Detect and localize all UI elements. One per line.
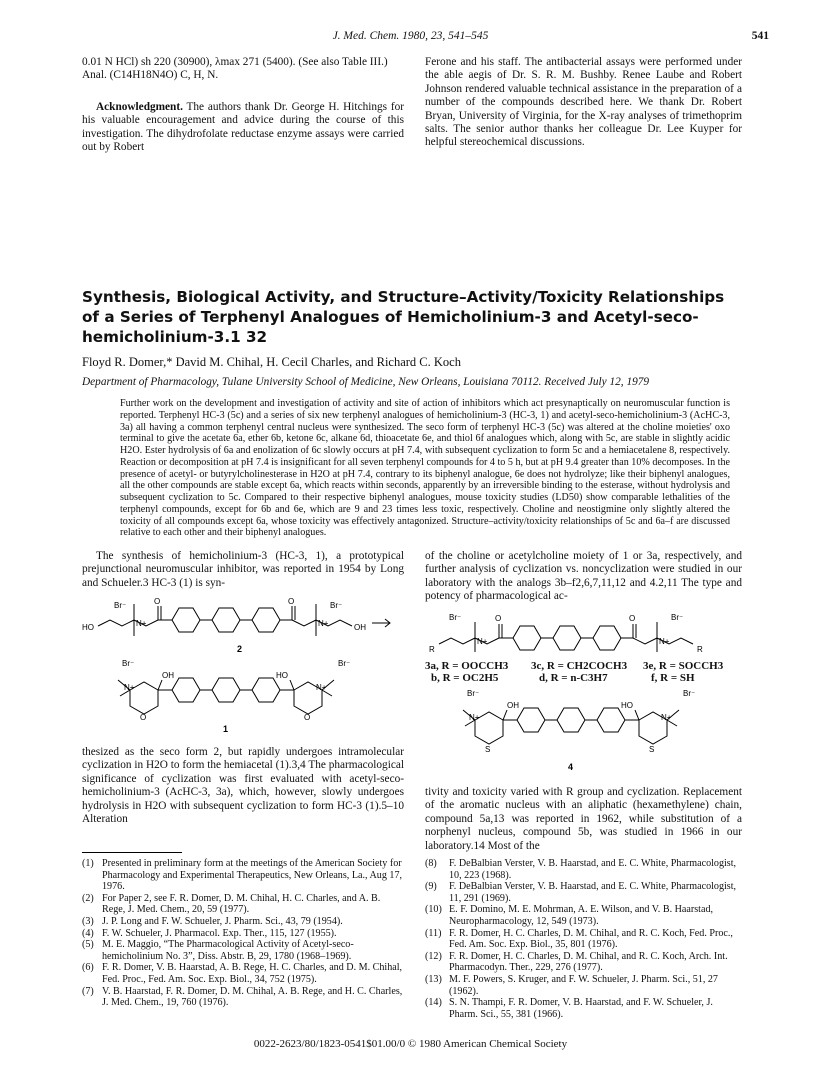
structure-1 <box>82 656 404 738</box>
ammonium-label: N+ <box>661 713 672 722</box>
footnote: (10) E. F. Domino, M. E. Mohrman, A. E. Wilson, and V. B. Haarstad, Neuropharmacology, 12, 549 (1973). <box>425 904 714 927</box>
bromide-label: Br⁻ <box>449 613 462 622</box>
copyright-line: 0022-2623/80/1823-0541$01.00/0 © 1980 American Chemical Society <box>253 1038 568 1050</box>
ammonium-label: N+ <box>318 619 329 628</box>
spectral-data-line: 0.01 N HCl) sh 220 (30900), λmax 271 (5400). (See also Table III.) <box>82 56 388 68</box>
footnote: (3) J. P. Long and F. W. Schueler, J. Pharm. Sci., 43, 79 (1954). <box>82 915 343 927</box>
footnote-rule <box>82 852 182 853</box>
bromide-label: Br⁻ <box>114 601 127 610</box>
body-right-intro: of the choline or acetylcholine moiety of 1 or 3a, respectively, and further analysis of cyclization vs. noncyclization were studied in our laboratory with the analogs 3b–f2,6,7,11,12 and 4.2,11 The type and potency of pharmacological ac- <box>425 550 742 603</box>
ammonium-label: N+ <box>477 637 488 646</box>
footnotes-right <box>425 858 742 1020</box>
footnote: (1) Presented in preliminary form at the meetings of the American Society for Pharmacology and Experimental Therapeutics, New Orleans, La., Aug 17, 1976. <box>82 858 403 893</box>
ammonium-label: N+ <box>316 683 327 692</box>
oxo-label: O <box>288 597 295 606</box>
page-number: 541 <box>751 30 769 42</box>
bromide-label: Br⁻ <box>671 613 684 622</box>
ack-text: The authors thank Dr. George H. Hitchings for his valuable encouragement and advice during the course of this investigation. The dihydrofolate reductase enzyme assays were carried out by Robert <box>82 100 404 154</box>
footnotes-left <box>82 858 404 1009</box>
footnote: (13) M. F. Powers, S. Kruger, and F. W. Schueler, J. Pharm. Sci., 51, 27 (1962). <box>425 973 718 997</box>
footnote: (6) F. R. Domer, V. B. Haarstad, A. B. Rege, H. C. Charles, and D. M. Chihal, Fed. Proc., Fed. Am. Soc. Exp. Biol., 34, 752 (1975). <box>82 962 403 985</box>
bromide-label: Br⁻ <box>683 689 696 698</box>
previous-article-tail <box>82 56 404 154</box>
footnote: (5) M. E. Maggio, “The Pharmacological Activity of Acetyl-seco-hemicholinium No. 3”, Diss. Abstr. B, 29, 1780 (1968–1969). <box>82 939 354 962</box>
bromide-label: Br⁻ <box>467 689 480 698</box>
previous-article-tail-right: Ferone and his staff. The antibacterial assays were performed under the able aegis of Dr. S. R. M. Bushby. Renee Laube and Robert Johnson rendered valuable technical assistance in the preparation of a number of the compounds described here. We thank Dr. Robert Bryan, University of Virginia, for the X-ray analyses of trimethoprim salts. The senior author thanks her colleague Dr. Lee Kuyper for helpful stereochemical discussions. <box>425 56 742 149</box>
compound-number: 2 <box>237 644 243 654</box>
hydroxyl-label: HO <box>621 701 633 710</box>
ammonium-label: N+ <box>469 713 480 722</box>
bromide-label: Br⁻ <box>338 659 351 668</box>
footnote: (7) V. B. Haarstad, F. R. Domer, D. M. Chihal, A. B. Rege, and H. C. Charles, J. Med. Chem., 19, 760 (1976). <box>82 985 403 1009</box>
bromide-label: Br⁻ <box>330 601 343 610</box>
bromide-label: Br⁻ <box>122 659 135 668</box>
structure-3 <box>425 606 742 656</box>
oxo-label: O <box>154 597 161 606</box>
r-group-label: R <box>697 645 703 654</box>
footnote: (8) F. DeBalbian Verster, V. B. Haarstad, and E. C. White, Pharmacologist, 10, 223 (1968). <box>425 858 737 881</box>
r-group-f: f, R = SH <box>651 672 695 684</box>
article-title: Synthesis, Biological Activity, and Structure–Activity/Toxicity Relationships of a Series of Terphenyl Analogues of Hemicholinium-3 and Acetyl-seco-hemicholinium-3.1 32 <box>82 288 725 346</box>
body-left-intro: The synthesis of hemicholinium-3 (HC-3, 1), a prototypical prejunctional neuromuscular inhibitor, was reported in 1954 by Long and Schueler.3 HC-3 (1) is syn- <box>82 550 404 589</box>
r-group-3e: 3e, R = SOCCH3 <box>643 660 724 672</box>
abstract: Further work on the development and investigation of activity and site of action of inhibitors which act presynaptically on neuromuscular function is reported. Terphenyl HC-3 (5c) and a series of six new terphenyl analogues of hemicholinium-3 (HC-3, 1) and acetyl-seco-hemicholinium-3 (AcHC-3, 3a) all having a common terphenyl central nucleus were synthesized. The seco form of terphenyl HC-3 (5c) was altered at the choline moieties' oxo terminal to give the acetate 6a, ether 6b, ketone 6c, alkane 6d, thioacetate 6e, and thiol 6f analogues which, along with 5c, are stable in slightly acidic H2O. Ester hydrolysis of 6a and enolization of 6c slowly occurs at pH 7.4, with subsequent cyclization to form 5c and a hemiacetalene 8, respectively. Reaction or decomposition at pH 7.4 is insignificant for all seven terphenyl compounds for 4 to 5 h, but at pH 9.4 greater than 10% decomposes. In the presence of acetyl- or butyrylcholinesterase in H2O at pH 7.4, contrary to its biphenyl analogue, 6e does not hydrolyze; like their biphenyl analogues, all the other compounds are stable except 6a, which reacts within seconds, apparently by an irreversible binding to the esterase, without hydrolysis and subsequent cyclization to 5c. Compared to their respective biphenyl analogues, mouse toxicity studies (LD50) show comparable lethalities of the terphenyl compounds, except for 6b and 6e, which are 9 and 23 times less toxic, respectively. Choline and neostigmine only slightly altered the toxicity of all compounds except 6a, whose toxicity was effectively antagonized. Structure–activity/toxicity relationships of 5c and 6a–f are discussed relative to each other and their biphenyl analogues. <box>120 398 730 539</box>
ring-sulfur-label: S <box>485 745 491 754</box>
ack-heading: Acknowledgment. <box>96 100 183 113</box>
r-group-row <box>425 660 742 672</box>
ammonium-label: N+ <box>136 619 147 628</box>
r-group-d: d, R = n-C3H7 <box>539 672 608 684</box>
footnote: (14) S. N. Thampi, F. R. Domer, V. B. Haarstad, and F. W. Schueler, J. Pharm. Sci., 55, 381 (1966). <box>425 997 713 1020</box>
footnote: (2) For Paper 2, see F. R. Domer, D. M. Chihal, H. C. Charles, and A. B. Rege, J. Med. Chem., 20, 59 (1977). <box>82 892 381 916</box>
affiliation: Department of Pharmacology, Tulane University School of Medicine, New Orleans, Louisiana 70112. Received July 12, 1979 <box>82 376 650 388</box>
hydroxyl-label: OH <box>354 623 366 632</box>
hydroxyl-label: OH <box>162 671 174 680</box>
footnote: (12) F. R. Domer, H. C. Charles, D. M. Chihal, and R. C. Koch, Arch. Int. Pharmacodyn. Ther., 229, 276 (1977). <box>425 950 728 974</box>
footnote: (9) F. DeBalbian Verster, V. B. Haarstad, and E. C. White, Pharmacologist, 11, 291 (1969). <box>425 881 737 904</box>
ring-sulfur-label: S <box>649 745 655 754</box>
analysis-line: Anal. (C14H18N4O) C, H, N. <box>82 69 219 82</box>
running-header: J. Med. Chem. 1980, 23, 541–545 <box>332 30 489 42</box>
ammonium-label: N+ <box>124 683 135 692</box>
body-left-continued: thesized as the seco form 2, but rapidly undergoes intramolecular cyclization in H2O to form the hemiacetal (1).3,4 The pharmacological significance of cyclization was first evaluated with acetyl-seco-hemicholinium-3 (AcHC-3, 3a), which, however, slowly undergoes hydrolysis in H2O with subsequent cyclization to form HC-3 (1).5–10 Alteration <box>82 746 404 826</box>
hydroxyl-label: HO <box>276 671 288 680</box>
oxo-label: O <box>629 614 636 623</box>
r-group-label: R <box>429 645 435 654</box>
structure-4 <box>425 686 742 776</box>
compound-number: 4 <box>568 762 574 772</box>
hydroxyl-label: HO <box>82 623 94 632</box>
ring-oxygen-label: O <box>304 713 311 722</box>
ring-oxygen-label: O <box>140 713 147 722</box>
r-group-row <box>425 672 742 684</box>
compound-number: 1 <box>223 724 229 734</box>
footnote: (4) F. W. Schueler, J. Pharmacol. Exp. Ther., 115, 127 (1955). <box>82 927 337 939</box>
acknowledgment <box>82 101 404 155</box>
r-group-3a: 3a, R = OOCCH3 <box>425 660 509 672</box>
r-group-b: b, R = OC2H5 <box>431 672 499 684</box>
hydroxyl-label: OH <box>507 701 519 710</box>
footnote: (11) F. R. Domer, H. C. Charles, D. M. Chihal, and R. C. Koch, Fed. Proc., Fed. Am. Soc. Exp. Biol., 35, 801 (1976). <box>425 927 733 951</box>
r-group-table <box>425 660 742 684</box>
r-group-3c: 3c, R = CH2COCH3 <box>531 660 628 672</box>
authors: Floyd R. Domer,* David M. Chihal, H. Cecil Charles, and Richard C. Koch <box>82 355 461 369</box>
structure-2 <box>82 596 404 654</box>
body-right-continued: tivity and toxicity varied with R group and cyclization. Replacement of the aromatic nucleus with an aliphatic (hexamethylene) chain, compound 5a,13 was reported in 1962, while substitution of a norphenyl nucleus, compound 5b, was studied in 1966 in our laboratory.14 Most of the <box>425 786 742 852</box>
oxo-label: O <box>495 614 502 623</box>
ammonium-label: N+ <box>659 637 670 646</box>
